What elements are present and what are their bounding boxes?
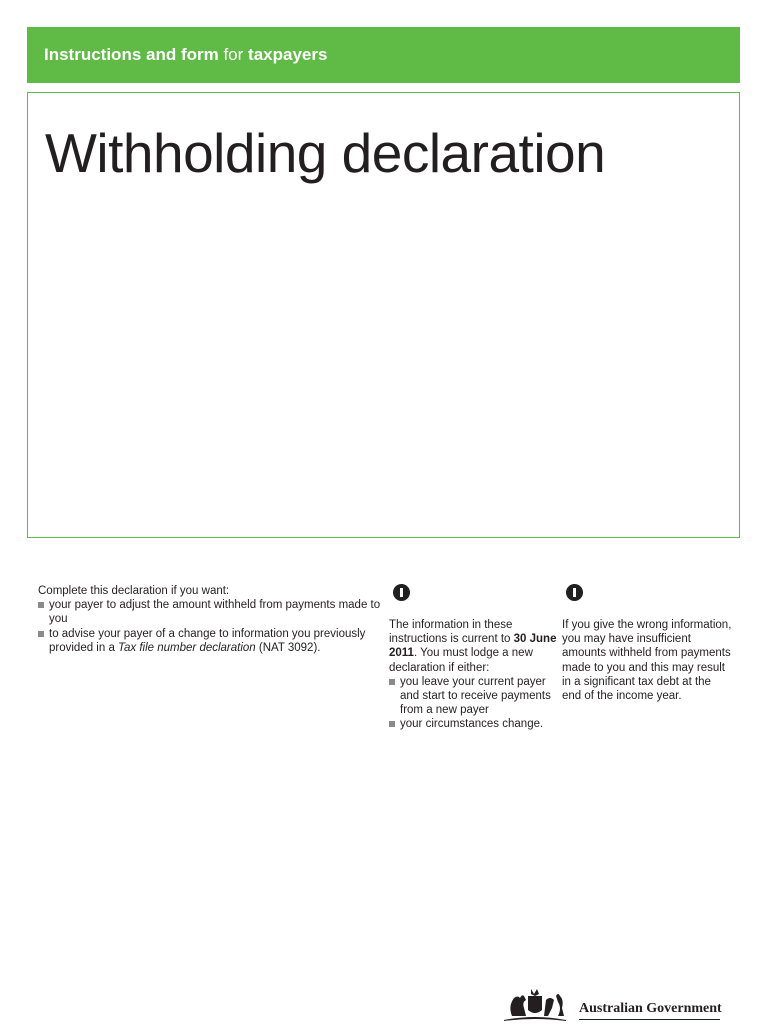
note1-bullet-1: you leave your current payer and start to receive payments from a new payer (400, 675, 551, 717)
warning-note-column (562, 584, 732, 703)
intro-bullet-1: your payer to adjust the amount withheld from payments made to you (49, 599, 381, 626)
coat-of-arms-icon (498, 986, 572, 1022)
list-item (38, 598, 383, 626)
intro-lead: Complete this declaration if you want: (38, 585, 230, 597)
banner-instructions: Instructions and form (44, 45, 219, 64)
bullet-square (38, 631, 44, 637)
intro-bullet-2a: to advise your payer of a change to information you previously provided in a (49, 627, 366, 654)
banner-taxpayers: taxpayers (248, 45, 328, 64)
intro-column (38, 584, 383, 655)
bullet-square (38, 602, 44, 608)
note1-text-a: The information in these instructions is current to (389, 619, 514, 646)
government-name-underline (579, 1019, 720, 1020)
intro-bullet-2b: (NAT 3092). (255, 641, 321, 654)
info-icon (566, 584, 583, 601)
banner-for: for (218, 45, 249, 64)
australian-government-logo (498, 986, 728, 1022)
list-item (389, 717, 557, 731)
note1-text-b: . You must lodge a new declaration if either: (389, 647, 533, 674)
list-item (38, 627, 383, 655)
currency-note-text (389, 618, 557, 675)
currency-note-list (389, 675, 557, 732)
bullet-square (389, 679, 395, 685)
government-name: Australian Government (579, 1001, 722, 1016)
bullet-square (389, 721, 395, 727)
warning-note-text: If you give the wrong information, you may have insufficient amounts withheld from payments made to you and this may result in a significant tax debt at the end of the income year. (562, 619, 732, 703)
currency-date: 30 June 2011 (389, 633, 557, 660)
title-panel (27, 92, 740, 538)
tfn-declaration-ref: Tax file number declaration (118, 641, 256, 654)
banner-text (44, 45, 327, 65)
page-title: Withholding declaration (45, 122, 606, 184)
list-item (389, 675, 557, 718)
info-icon (393, 584, 410, 601)
currency-note-column (389, 584, 557, 732)
header-banner (27, 27, 740, 83)
note1-bullet-2: your circumstances change. (400, 718, 544, 731)
intro-list (38, 598, 383, 655)
